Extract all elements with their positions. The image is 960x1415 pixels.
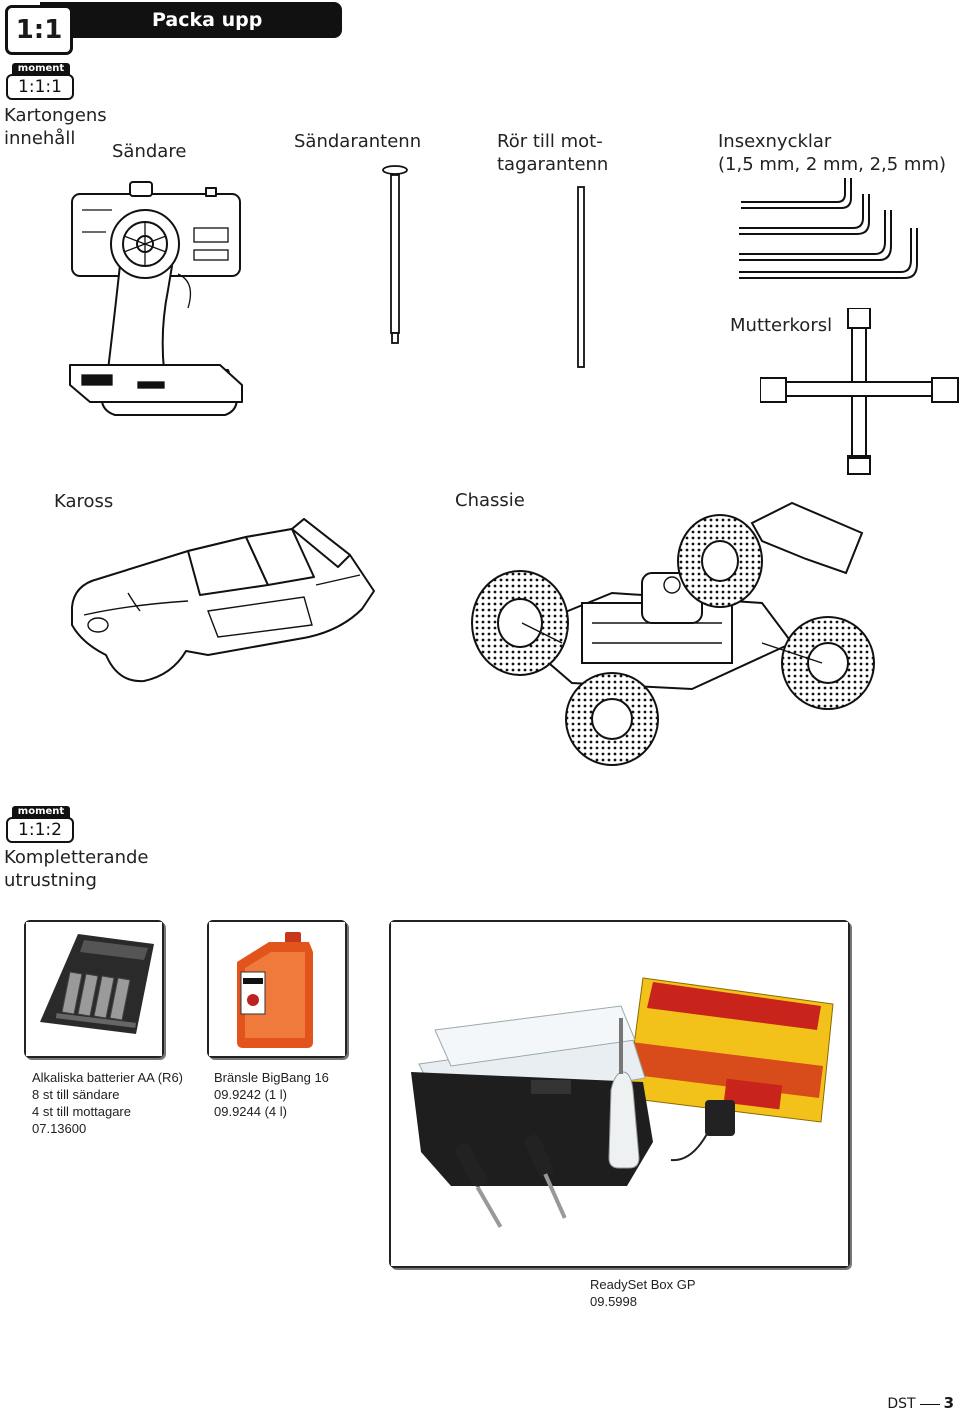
label-antenna: Sändarantenn <box>294 131 422 152</box>
fuel-photo-frame <box>207 920 347 1058</box>
toolbox-photo <box>391 922 848 1266</box>
batteries-line4: 07.13600 <box>32 1121 87 1136</box>
antenna-tube-drawing <box>572 185 590 370</box>
batteries-line2: 8 st till sändare <box>32 1087 120 1102</box>
section2-title-line1: Kompletterande <box>4 847 149 868</box>
label-transmitter: Sändare <box>112 141 187 162</box>
car-body-drawing <box>68 515 378 685</box>
label-hex-line1: Insexnycklar <box>718 131 832 152</box>
chapter-number: 1:1 <box>5 5 73 55</box>
transmitter-drawing <box>60 170 250 425</box>
section1-title-line2: innehåll <box>4 128 76 149</box>
batteries-photo-frame <box>24 920 164 1058</box>
label-tube-line1: Rör till mot- <box>497 131 603 152</box>
moment-badge-1 <box>6 63 74 99</box>
moment-badge-label: moment <box>12 806 70 818</box>
chapter-title-bar <box>40 2 342 38</box>
fuel-line1: Bränsle BigBang 16 <box>214 1070 329 1085</box>
antenna-rod-drawing <box>380 163 410 348</box>
hex-key-drawing <box>735 176 925 282</box>
page-number: 3 <box>943 1394 954 1412</box>
moment-badge-label: moment <box>12 63 70 75</box>
label-tube-line2: tagarantenn <box>497 154 609 175</box>
batteries-line1: Alkaliska batterier AA (R6) <box>32 1070 184 1085</box>
footer-code: DST <box>887 1396 916 1412</box>
moment-badge-2 <box>6 806 74 842</box>
readyset-photo-frame <box>389 920 850 1268</box>
fuel-canister-photo <box>209 922 345 1056</box>
footer-rule <box>920 1404 940 1405</box>
batteries-line3: 4 st till mottagare <box>32 1104 131 1119</box>
section2-title-line2: utrustning <box>4 870 97 891</box>
chapter-title: Packa upp <box>152 9 263 31</box>
fuel-line3: 09.9244 (4 l) <box>214 1104 287 1119</box>
moment-badge-number: 1:1:1 <box>6 74 74 100</box>
buggy-chassis-drawing <box>462 493 882 768</box>
label-body: Kaross <box>54 491 114 512</box>
page-footer <box>887 1394 954 1413</box>
readyset-line1: ReadySet Box GP <box>590 1277 696 1292</box>
cross-wrench-drawing <box>760 308 960 478</box>
label-cross-wrench: Mutterkorsl <box>730 315 833 336</box>
label-chassis: Chassie <box>455 490 525 511</box>
section1-title-line1: Kartongens <box>4 105 107 126</box>
battery-pack-photo <box>26 922 162 1056</box>
readyset-line2: 09.5998 <box>590 1294 637 1309</box>
label-hex-line2: (1,5 mm, 2 mm, 2,5 mm) <box>718 154 947 175</box>
fuel-line2: 09.9242 (1 l) <box>214 1087 287 1102</box>
moment-badge-number: 1:1:2 <box>6 817 74 843</box>
